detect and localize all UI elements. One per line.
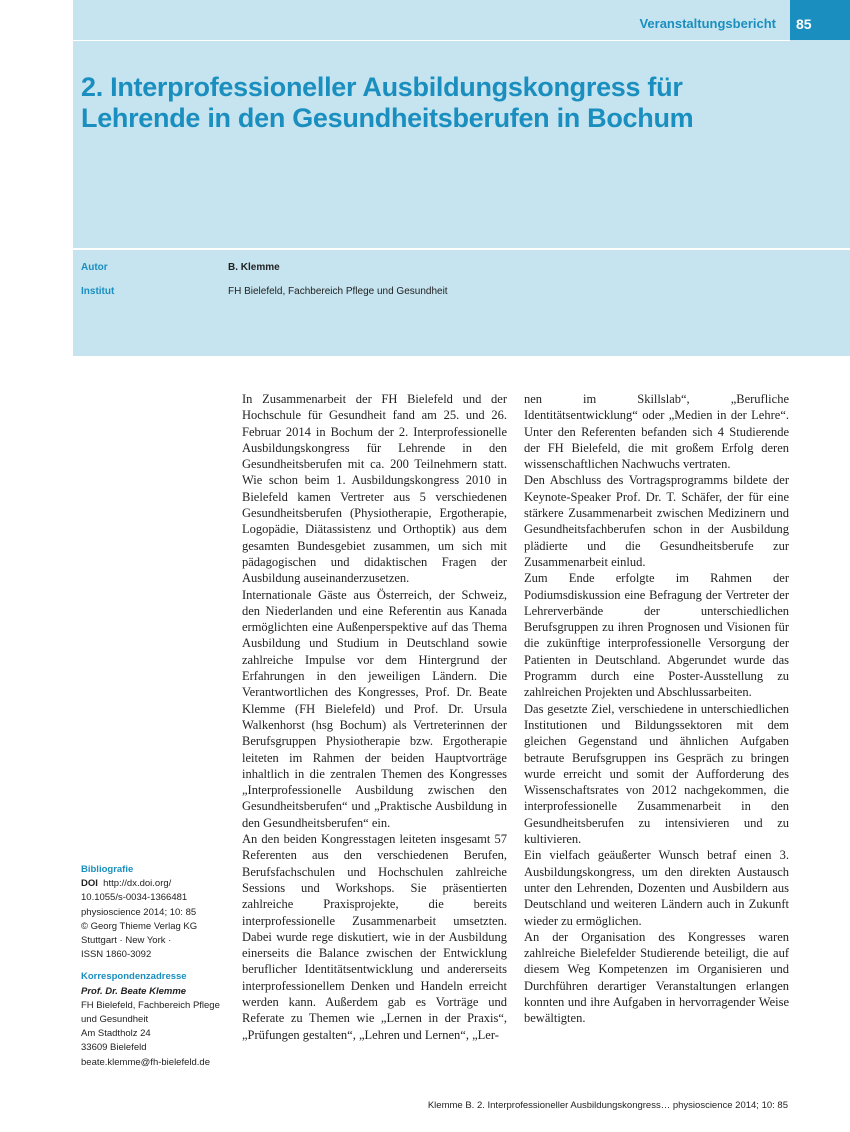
page-number: 85 <box>790 0 850 40</box>
body-paragraph: Das gesetzte Ziel, verschiedene in unterschiedlichen Institutionen und Bildungssektoren mit dem gleichen Gegenstand und ähnlichen Aufgaben betraute Berufsgruppen ins Gespräch zu bringen wurde erreicht und somit der Aufforderung des Wissenschaftsrates von 2012 nachgekommen, die interprofessionelle Zusammenarbeit in den Gesundheitsberufen zu intensivieren und zu kultivieren. <box>524 701 789 847</box>
correspondence-email[interactable]: beate.klemme@fh-bielefeld.de <box>81 1056 210 1068</box>
doi-line <box>81 877 231 891</box>
section-label: Veranstaltungsbericht <box>639 16 776 31</box>
title-line: 2. Interprofessioneller Ausbildungskongress für <box>81 72 683 102</box>
doi-link[interactable]: http://dx.doi.org/ <box>103 878 172 890</box>
body-paragraph: An den beiden Kongresstagen leiteten insgesamt 57 Referenten aus den verschiedenen Berufen, Berufsfachschulen und Hochschulen zahlreiche Sessions und Workshops. Sie präsentierten zahlreiche Praxisprojekte, die bereits interprofessionelle Zusammenarbeit umsetzten. Dabei wurde rege diskutiert, wie in der Ausbildung einerseits die Balance zwischen der Entwicklung beruflicher Identitätsentwicklung und andererseits interprofessionellem Denken und Handeln erreicht werden kann. Außerdem gab es Vorträge und Referate zu Themen wie „Lernen in der Praxis“, „Prüfungen gestalten“, „Lehren und Lernen“, „Ler- <box>242 832 507 1042</box>
body-column-right <box>524 391 789 1027</box>
correspondence-line: 33609 Bielefeld <box>81 1042 147 1054</box>
body-paragraph: Internationale Gäste aus Österreich, der Schweiz, den Niederlanden und eine Referentin aus Kanada ermöglichten eine Außenperspektive auf das Thema Ausbildung und Studium in Deutschland sowie zahlreiche Impulse vor dem Hintergrund der Erfahrungen in den jeweiligen Ländern. Die Verantwortlichen des Kongresses, Prof. Dr. Beate Klemme (FH Bielefeld) und Prof. Dr. Ursula Walkenhorst (hsg Bochum) als Vertreterinnen der Berufsgruppen Physiotherapie bzw. Ergotherapie leiteten im Rahmen der beiden Hauptvorträge inhaltlich in die zentralen Themen des Kongresses „Interprofessionelle Ausbildung zwischen den Gesundheitsberufen“ und „Praktische Ausbildung in den Gesundheitsberufen“ ein. <box>242 587 507 830</box>
author-label: Autor <box>81 262 108 273</box>
body-paragraph: Zum Ende erfolgte im Rahmen der Podiumsdiskussion eine Befragung der Vertreter der Lehrerverbände der unterschiedlichen Berufsgruppen zu ihren Prognosen und Visionen für die zukünftige interprofessionelle Versorgung der Patienten in Deutschland. Abgerundet wurde das Programm durch eine Poster-Ausstellung zu zahlreichen Projekten und Abschlussarbeiten. <box>524 571 789 700</box>
body-paragraph: Ein vielfach geäußerter Wunsch betraf einen 3. Ausbildungskongress, um den direkten Austausch unter den Lehrenden, Dozenten und Ausbildern aus Deutschland und weiteren Ländern auch in Zukunft wieder zu ermöglichen. <box>524 848 789 928</box>
header-top-rule <box>73 40 790 41</box>
sidebar-gap <box>81 962 231 970</box>
bib-line: physioscience 2014; 10: 85 <box>81 906 197 918</box>
body-column-left <box>242 391 507 1043</box>
body-paragraph: nen im Skillslab“, „Berufliche Identitätsentwicklung“ oder „Medien in der Lehre“. Unter den Referenten befanden sich 4 Studierende der FH Bielefeld, die mit großem Erfolg deren wissenschaftlichen Nachwuchs vertraten. <box>524 392 789 472</box>
meta-divider <box>73 248 850 250</box>
body-paragraph: Den Abschluss des Vortragsprogramms bildete der Keynote-Speaker Prof. Dr. T. Schäfer, der für eine stärkere Zusammenarbeit zwischen Medizinern und Gesundheitsfachberufen schon in der Ausbildung plädierte und die Gesundheitsberufe zur Zusammenarbeit einlud. <box>524 473 789 569</box>
bib-line: © Georg Thieme Verlag KG <box>81 920 198 932</box>
doi-link[interactable]: 10.1055/s-0034-1366481 <box>81 892 188 904</box>
page-footer: Klemme B. 2. Interprofessioneller Ausbildungskongress… physioscience 2014; 10: 85 <box>427 1100 788 1111</box>
sidebar-info <box>81 863 231 1070</box>
institute-name: FH Bielefeld, Fachbereich Pflege und Gesundheit <box>228 286 448 297</box>
author-name: B. Klemme <box>228 262 280 273</box>
body-paragraph: In Zusammenarbeit der FH Bielefeld und der Hochschule für Gesundheit fand am 25. und 26. Februar 2014 in Bochum der 2. Interprofessionelle Ausbildungskongress für Lehrende in den Gesundheitsberufen mit ca. 200 Teilnehmern statt. Wie schon beim 1. Ausbildungskongress 2010 in Bielefeld kamen Vertreter aus 5 verschiedenen Gesundheitsberufen (Physiotherapie, Ergotherapie, Logopädie, Diätassistenz und Orthoptik) aus dem gesamten Bundesgebiet zusammen, um sich mit pädagogischen und didaktischen Fragen der Ausbildung auseinanderzusetzen. <box>242 392 507 586</box>
correspondence-line: und Gesundheit <box>81 1014 149 1026</box>
bib-line: Stuttgart · New York · <box>81 935 172 947</box>
correspondence-heading: Korrespondenzadresse <box>81 971 187 983</box>
institute-label: Institut <box>81 286 115 297</box>
doi-label: DOI <box>81 878 98 890</box>
correspondence-name: Prof. Dr. Beate Klemme <box>81 985 187 997</box>
title-line: Lehrende in den Gesundheitsberufen in Bochum <box>81 103 694 133</box>
bib-line: ISSN 1860-3092 <box>81 949 152 961</box>
header-band <box>73 0 850 356</box>
body-paragraph: An der Organisation des Kongresses waren zahlreiche Bielefelder Studierende beteiligt, die auf diesem Weg Kompetenzen im Organisieren und Durchführen derartiger Veranstaltungen erlangen konnten und ihre Aufgaben in hervorragender Weise bewältigten. <box>524 929 789 1026</box>
correspondence-line: Am Stadtholz 24 <box>81 1028 151 1040</box>
correspondence-line: FH Bielefeld, Fachbereich Pflege <box>81 999 220 1011</box>
article-title <box>81 72 781 134</box>
bibliography-heading: Bibliografie <box>81 864 134 875</box>
